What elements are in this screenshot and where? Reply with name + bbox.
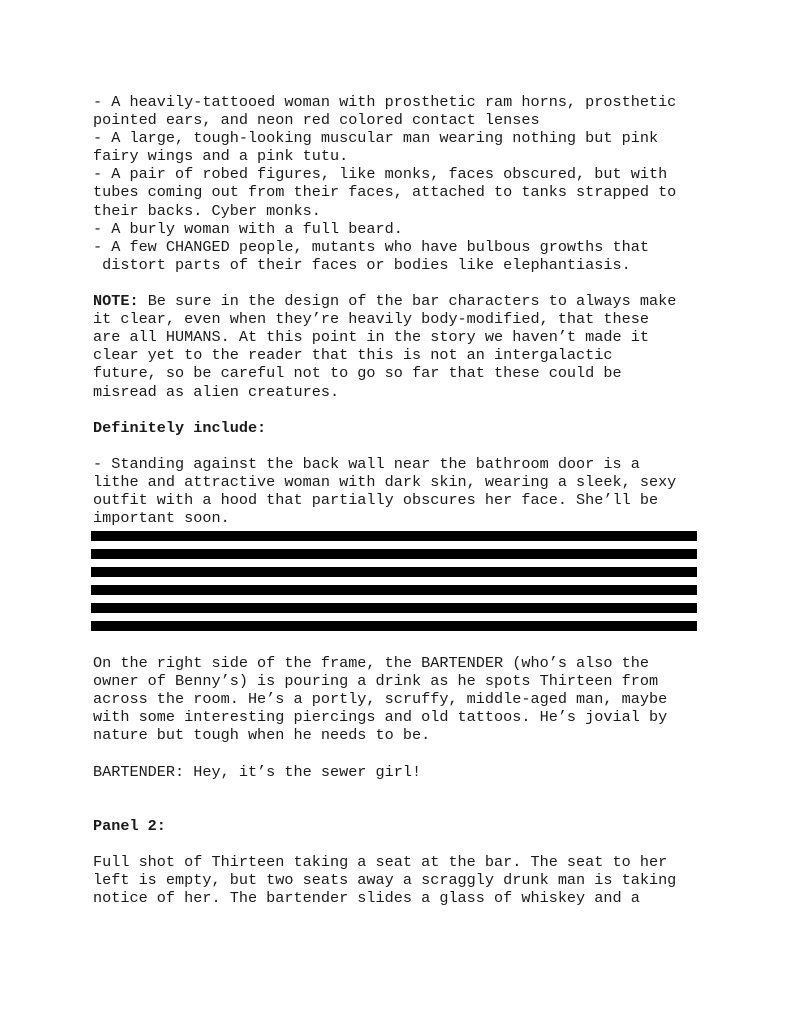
redaction-bar xyxy=(91,567,697,577)
list-line: tubes coming out from their faces, attached to tanks strapped to xyxy=(93,183,677,202)
note-line: it clear, even when they’re heavily body-modified, that these xyxy=(93,310,649,329)
note-first-line xyxy=(93,292,753,310)
note-line: clear yet to the reader that this is not an intergalactic xyxy=(93,346,613,365)
list-line: pointed ears, and neon red colored contact lenses xyxy=(93,111,540,130)
bartender-description xyxy=(93,654,753,744)
bar-patrons-list xyxy=(93,93,753,274)
include-line: important soon. xyxy=(93,509,230,528)
redaction-bar xyxy=(91,549,697,559)
include-line: outfit with a hood that partially obscures her face. She’ll be xyxy=(93,491,659,510)
description-line: owner of Benny’s) is pouring a drink as he spots Thirteen from xyxy=(93,672,659,691)
script-page xyxy=(93,93,753,907)
panel-2-heading: Panel 2: xyxy=(93,816,166,835)
list-line: - A few CHANGED people, mutants who have bulbous growths that xyxy=(93,237,649,256)
list-line: - A large, tough-looking muscular man wearing nothing but pink xyxy=(93,129,659,148)
panel-line: notice of her. The bartender slides a glass of whiskey and a xyxy=(93,889,640,908)
redaction-bar xyxy=(91,531,697,541)
bartender-dialogue: BARTENDER: Hey, it’s the sewer girl! xyxy=(93,762,422,781)
spacer xyxy=(93,799,753,817)
spacer xyxy=(93,835,753,853)
redacted-section xyxy=(93,527,753,636)
redaction-bar xyxy=(91,603,697,613)
list-line: distort parts of their faces or bodies like elephantiasis. xyxy=(93,255,631,274)
panel-2-description xyxy=(93,853,753,907)
spacer xyxy=(93,781,753,799)
list-line: - A burly woman with a full beard. xyxy=(93,219,403,238)
list-line: their backs. Cyber monks. xyxy=(93,201,321,220)
description-line: On the right side of the frame, the BARTENDER (who’s also the xyxy=(93,653,649,672)
list-line: - A heavily-tattooed woman with prosthetic ram horns, prosthetic xyxy=(93,93,677,111)
description-line: with some interesting piercings and old tattoos. He’s jovial by xyxy=(93,708,668,727)
spacer xyxy=(93,274,753,292)
include-line: lithe and attractive woman with dark skin, wearing a sleek, sexy xyxy=(93,472,677,491)
note-label: NOTE: xyxy=(93,292,139,311)
description-line: nature but tough when he needs to be. xyxy=(93,726,431,745)
note-line: are all HUMANS. At this point in the story we haven’t made it xyxy=(93,328,649,347)
spacer xyxy=(93,636,753,654)
list-line: - A pair of robed figures, like monks, faces obscured, but with xyxy=(93,165,668,184)
spacer xyxy=(93,744,753,762)
definitely-include-paragraph xyxy=(93,455,753,527)
redaction-bar xyxy=(91,585,697,595)
description-line: across the room. He’s a portly, scruffy, middle-aged man, maybe xyxy=(93,690,668,709)
redaction-bar xyxy=(91,621,697,631)
definitely-include-heading: Definitely include: xyxy=(93,418,267,437)
note-line: misread as alien creatures. xyxy=(93,382,340,401)
list-line: fairy wings and a pink tutu. xyxy=(93,147,349,166)
note-paragraph xyxy=(93,292,753,401)
note-line: future, so be careful not to go so far that these could be xyxy=(93,364,622,383)
spacer xyxy=(93,437,753,455)
panel-line: left is empty, but two seats away a scraggly drunk man is taking xyxy=(93,871,677,890)
note-text: Be sure in the design of the bar characters to always make xyxy=(138,292,677,311)
include-line: - Standing against the back wall near the bathroom door is a xyxy=(93,454,640,473)
panel-line: Full shot of Thirteen taking a seat at the bar. The seat to her xyxy=(93,852,668,871)
spacer xyxy=(93,401,753,419)
